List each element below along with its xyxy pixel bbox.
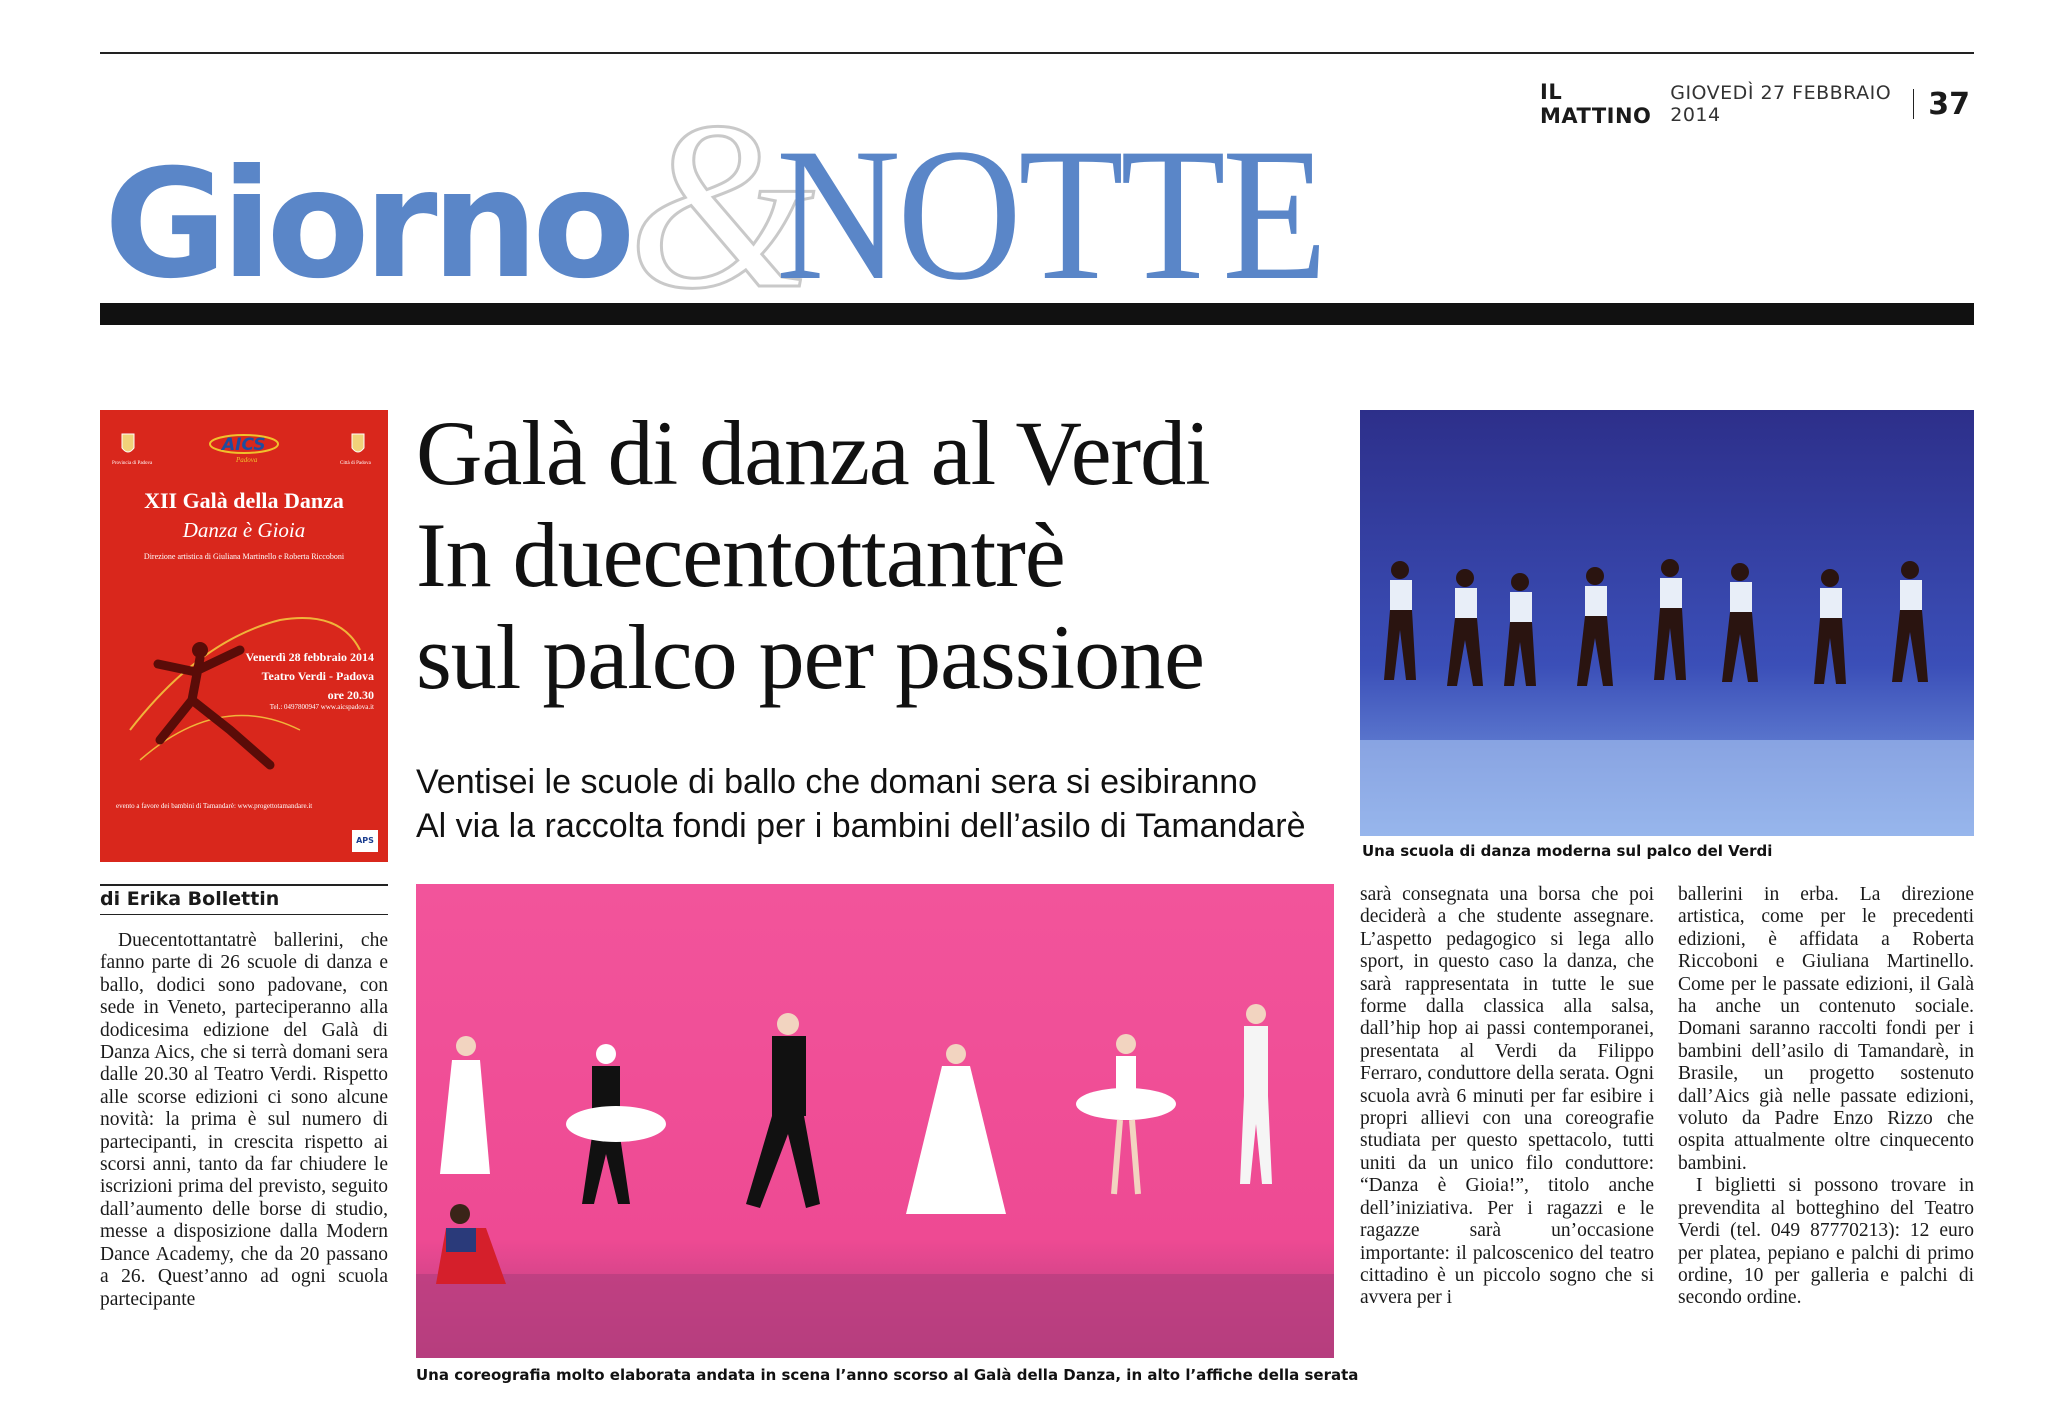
top-rule (100, 52, 1974, 54)
section-logo-left: Giorno (104, 138, 630, 300)
newspaper-name: IL MATTINO (1540, 80, 1652, 128)
article-paragraph: Duecentottantatrè ballerini, che fanno parte di 26 scuole di danza e ballo, dodici sono padovane, con sede in Veneto, parteciperanno alla dodicesima edizione del Galà di Danza Aics, che si terrà domani sera dalle 20.30 al Teatro Verdi. Rispetto alle scorse edizioni ci sono alcune novità: la prima è sul numero di partecipanti, in crescita rispetto ai scorsi anni, tanto da far chiudere le iscrizioni prima del previsto, seguito dall’aumento delle borse di studio, messe a disposizione dalla Modern Dance Academy, che da 20 passano a 26. Quest’anno ad ogni scuola partecipante (100, 930, 388, 1310)
page-header (1540, 80, 1970, 128)
section-logo (100, 100, 1340, 300)
svg-text:AICS: AICS (222, 435, 266, 455)
poster-event-info (245, 648, 374, 705)
poster-date: Venerdì 28 febbraio 2014 (245, 650, 374, 664)
photo-caption: Una coreografia molto elaborata andata in scena l’anno scorso al Galà della Danza, in alto l’affiche della serata (416, 1366, 1359, 1384)
section-logo-right: NOTTE (776, 110, 1324, 300)
poster-direction: Direzione artistica di Giuliana Martinello e Roberta Riccoboni (143, 552, 345, 561)
subheadline-line: Al via la raccolta fondi per i bambini dell’asilo di Tamandarè (416, 807, 1306, 845)
article-column-3 (1678, 884, 1974, 1310)
byline: di Erika Bollettin (100, 884, 388, 915)
article-column-1 (100, 930, 388, 1311)
headline-line: In duecentottantrè (416, 504, 1065, 606)
header-divider (1913, 89, 1915, 119)
poster-subtitle: Danza è Gioia (182, 518, 306, 542)
poster-logos (100, 428, 388, 468)
poster-badge: APS (352, 830, 378, 852)
article-paragraph: ballerini in erba. La direzione artistica, come per le precedenti edizioni, è affidata a Roberta Riccoboni e Giuliana Martinello. Come per le passate edizioni, il Galà ha anche un contenuto sociale. Domani saranno raccolti fondi per i bambini dell’asilo di Tamandarè, in Brasile, un progetto sostenuto dall’Aics già nelle passate edizioni, voluto da Padre Enzo Rizzo che ospita attualmente oltre cinquecento bambini. (1678, 884, 1974, 1174)
article-paragraph: sarà consegnata una borsa che poi deciderà a che studente assegnare. L’aspetto pedagogico si lega allo sport, in questo caso la danza, che sarà rappresentata in tutte le sue forme dalla classica alla salsa, dall’hip hop ai passi contemporanei, presentata al Verdi da Filippo Ferraro, conduttore della serata. Ogni scuola avrà 6 minuti per far esibire i propri allievi con una coreografie studiata per questo spettacolo, tutti uniti da un unico filo conduttore: “Danza è Gioia!”, titolo anche dell’iniziativa. Per i ragazzi e le ragazze sarà un’occasione importante: il palcoscenico del teatro cittadino è un piccolo sogno che si avvera per i (1360, 884, 1654, 1309)
issue-date: GIOVEDÌ 27 FEBBRAIO 2014 (1670, 82, 1892, 126)
page-number: 37 (1928, 86, 1970, 122)
poster-time: ore 20.30 (327, 688, 374, 702)
poster-footer: evento a favore dei bambini di Tamandarè: www.progettotamandare.it (116, 802, 313, 810)
header-thick-rule (100, 303, 1974, 325)
article-paragraph: I biglietti si possono trovare in prevendita al botteghino del Teatro Verdi (tel. 049 87770213): 12 euro per platea, pepiano e palchi di primo ordine, 10 per galleria e palchi di secondo ordine. (1678, 1175, 1974, 1309)
subheadline (416, 760, 1346, 848)
city-seal-icon (352, 434, 364, 452)
svg-text:Città di Padova: Città di Padova (340, 461, 371, 466)
headline-line: sul palco per passione (416, 606, 1204, 708)
headline (416, 402, 1346, 708)
province-seal-icon (122, 434, 134, 452)
aics-logo (210, 435, 278, 464)
poster-venue: Teatro Verdi - Padova (261, 669, 374, 683)
article-column-2 (1360, 884, 1654, 1310)
choreography-photo (416, 884, 1334, 1358)
headline-line: Galà di danza al Verdi (416, 402, 1210, 504)
subheadline-line: Ventisei le scuole di ballo che domani sera si esibiranno (416, 763, 1258, 801)
poster-contact: Tel.: 0497800947 www.aicspadova.it (269, 703, 374, 711)
photo-caption: Una scuola di danza moderna sul palco del Verdi (1362, 842, 1773, 860)
poster-title: XII Galà della Danza (144, 488, 344, 513)
svg-text:Provincia di Padova: Provincia di Padova (112, 461, 153, 466)
svg-text:Padova: Padova (236, 456, 258, 464)
modern-dance-photo (1360, 410, 1974, 836)
section-logo-ampersand: & (628, 100, 815, 300)
event-poster (100, 410, 388, 862)
